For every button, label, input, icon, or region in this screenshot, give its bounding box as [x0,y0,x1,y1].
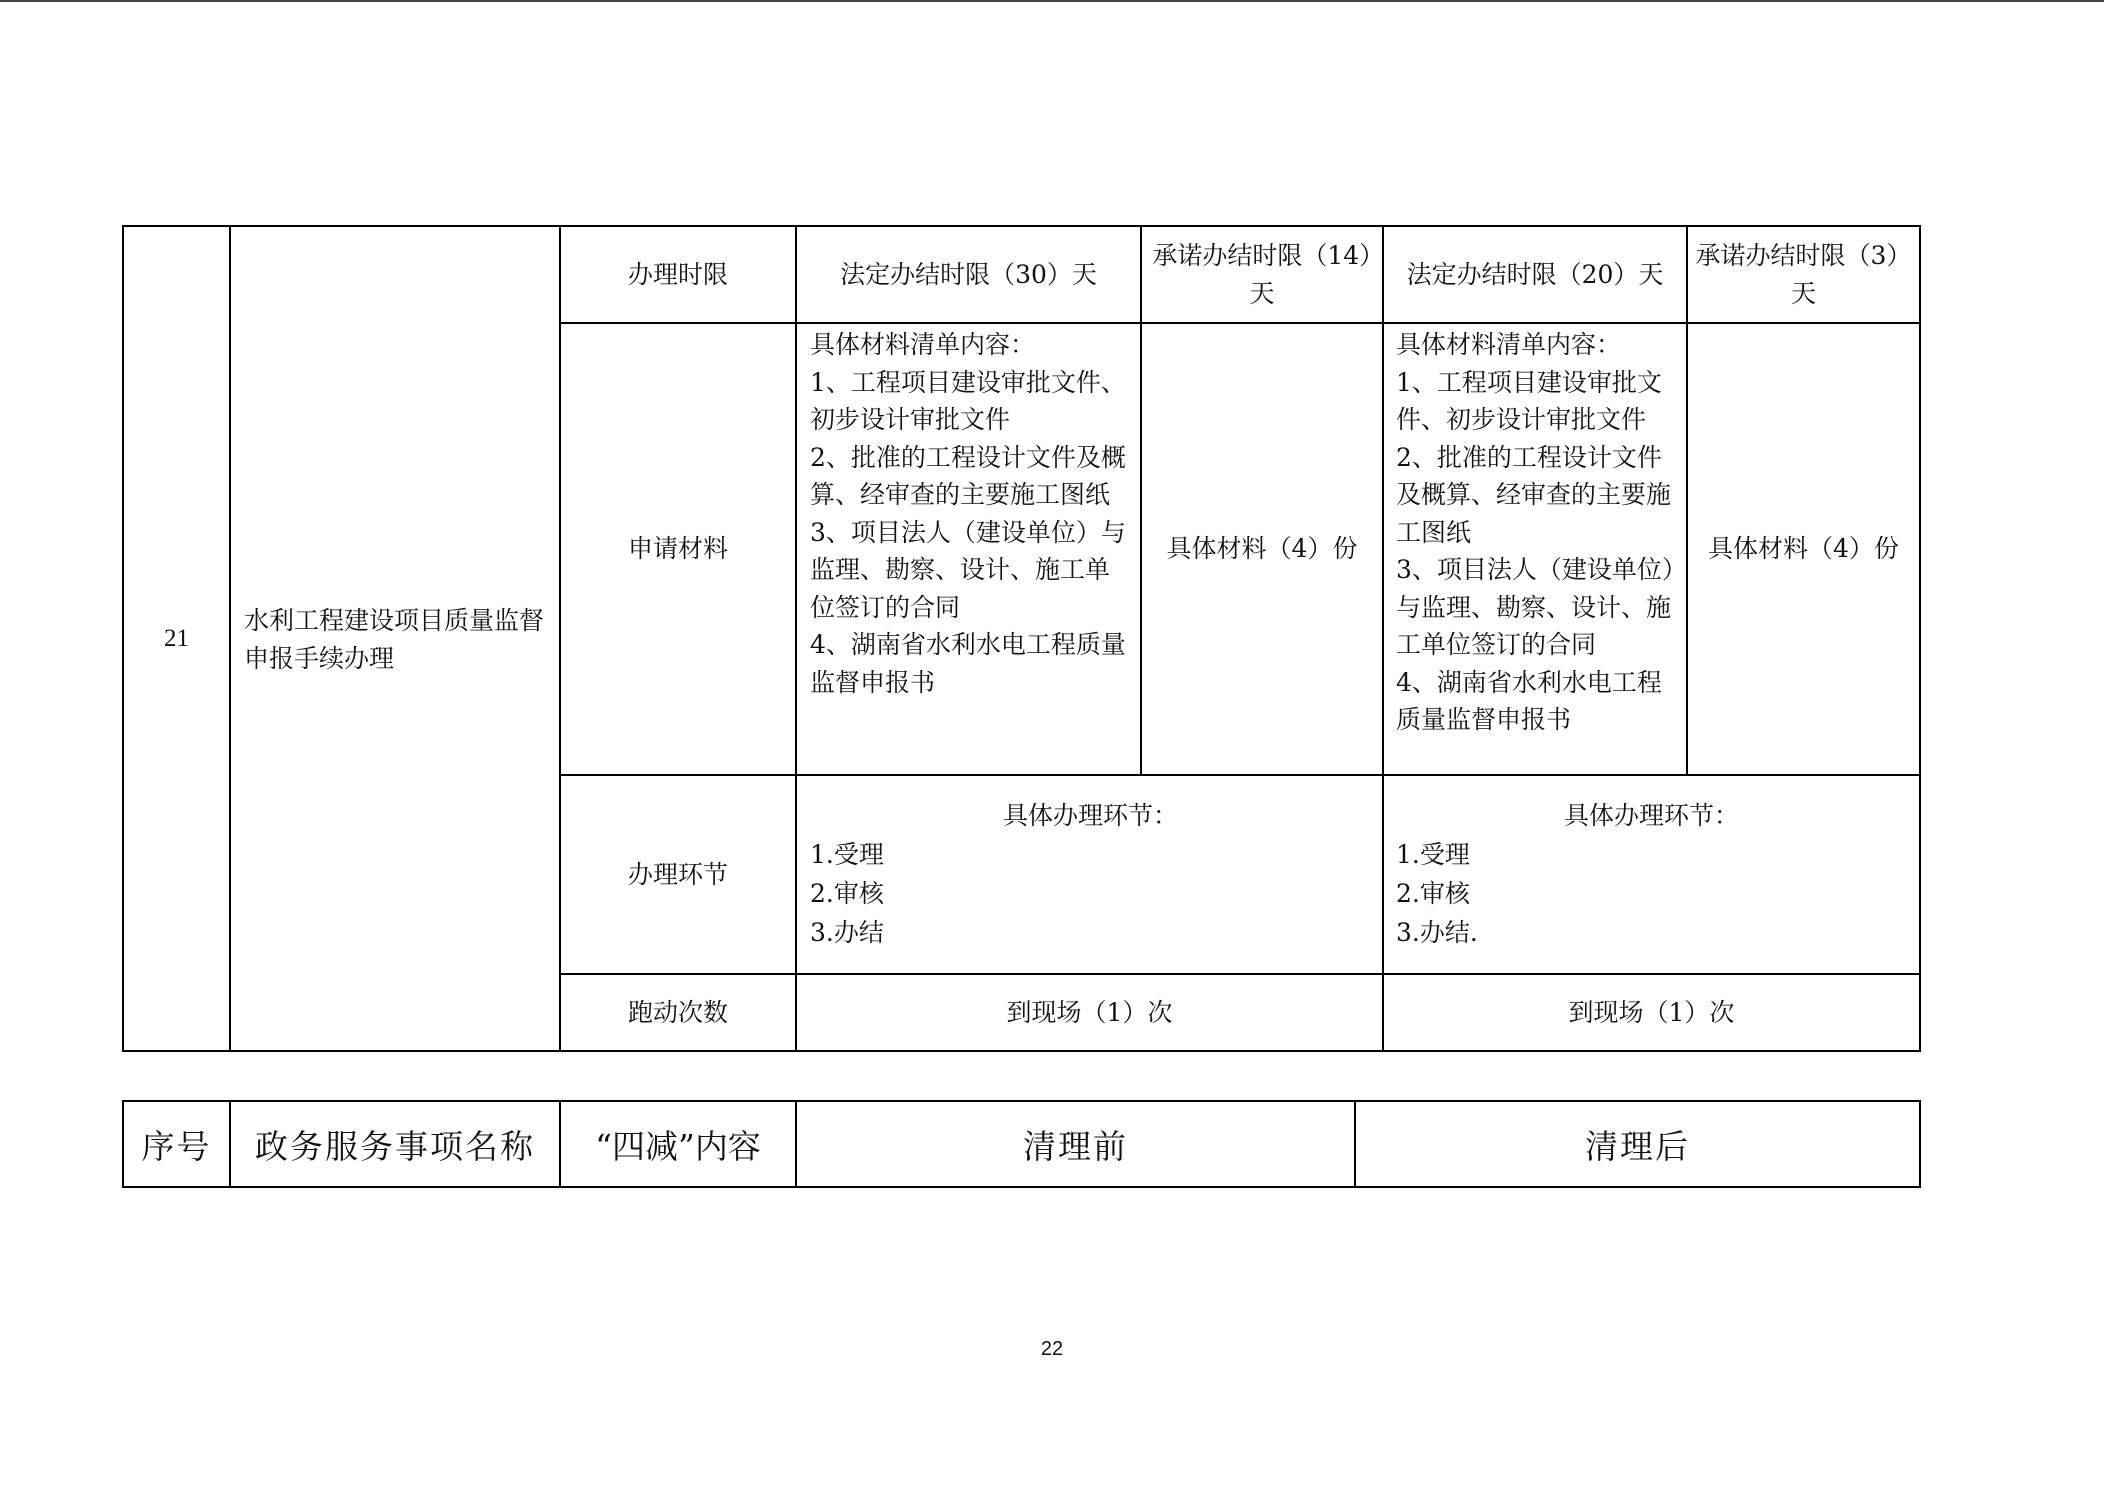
header-item-name: 政务服务事项名称 [255,1126,535,1166]
page-number: 22 [1040,1338,1064,1360]
before-steps-title: 具体办理环节： [1002,801,1178,830]
before-materials-count: 具体材料（4）份 [1166,534,1358,563]
header-number: 序号 [141,1126,212,1166]
row-label-visits: 跑动次数 [627,997,728,1027]
before-promised-time-limit: 承诺办结时限（14）天 [1152,240,1372,308]
row-label-materials: 申请材料 [627,534,728,563]
header-content: “四减”内容 [595,1126,761,1166]
item-name: 水利工程建设项目质量监督申报手续办理 [244,606,545,673]
after-visits: 到现场（1）次 [1568,997,1735,1027]
row-label-time-limit: 办理时限 [627,259,728,289]
item-number: 21 [164,624,189,652]
after-steps-title: 具体办理环节： [1563,801,1739,830]
row-label-steps: 办理环节 [627,859,728,889]
after-materials-count: 具体材料（4）份 [1708,534,1899,563]
after-materials-list: 具体材料清单内容： 1、工程项目建设审批文件、初步设计审批文件 2、批准的工程设计文件及概算、经审查的主要施工图纸 3、项目法人（建设单位）与监理、勘察、设计、施工单位签订的合同 4、湖南省水利水电工程质量监督申报书 [1396,330,1675,734]
header-before: 清理前 [1023,1126,1128,1166]
before-visits: 到现场（1）次 [1006,997,1173,1027]
after-legal-time-limit: 法定办结时限（20）天 [1406,259,1664,289]
before-steps-list: 1.受理 2.审核 3.办结 [810,840,884,947]
after-steps-list: 1.受理 2.审核 3.办结. [1396,840,1478,947]
top-border-line [0,0,2104,2]
after-promised-time-limit: 承诺办结时限（3）天 [1695,240,1912,308]
before-materials-list: 具体材料清单内容： 1、工程项目建设审批文件、初步设计审批文件 2、批准的工程设计文件及概算、经审查的主要施工图纸 3、项目法人（建设单位）与监理、勘察、设计、施工单位签订的合同 4、湖南省水利水电工程质量监督申报书 [810,330,1126,697]
before-legal-time-limit: 法定办结时限（30）天 [840,259,1097,289]
header-after: 清理后 [1585,1126,1690,1166]
